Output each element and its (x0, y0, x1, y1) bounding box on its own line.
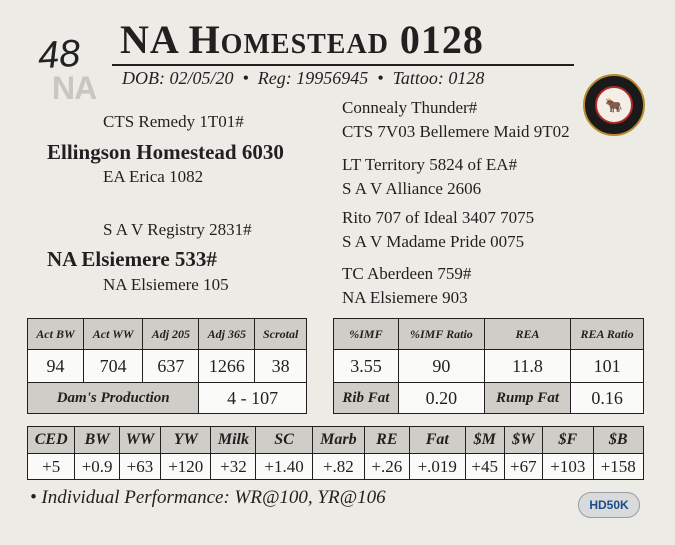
carcass-header: REA Ratio (571, 319, 644, 350)
epd-value: +120 (161, 454, 211, 480)
epd-header: Fat (409, 427, 465, 454)
performance-value: 38 (255, 350, 307, 383)
epd-value: +.019 (409, 454, 465, 480)
rib-fat-value: 0.20 (398, 383, 484, 414)
performance-value: 1266 (199, 350, 255, 383)
pedigree-sire-sire: CTS Remedy 1T01# (103, 112, 244, 131)
pedigree-ancestor: Rito 707 of Ideal 3407 7075 (342, 208, 535, 227)
carcass-header: REA (484, 319, 570, 350)
pedigree-ancestor: S A V Madame Pride 0075 (342, 232, 525, 251)
carcass-table (333, 318, 644, 414)
pedigree-dam-sire: S A V Registry 2831# (103, 220, 252, 239)
rump-fat-value: 0.16 (571, 383, 644, 414)
pedigree-ancestor: NA Elsiemere 903 (342, 288, 468, 307)
epd-value: +5 (28, 454, 75, 480)
performance-header: Scrotal (255, 319, 307, 350)
performance-header: Adj 205 (143, 319, 199, 350)
epd-value: +.82 (312, 454, 364, 480)
performance-value: 637 (143, 350, 199, 383)
epd-value: +0.9 (75, 454, 120, 480)
certified-angus-seal-icon (583, 74, 645, 136)
epd-header: BW (75, 427, 120, 454)
epd-header: Marb (312, 427, 364, 454)
epd-header: $B (593, 427, 644, 454)
performance-header: Act BW (28, 319, 84, 350)
epd-value: +63 (119, 454, 160, 480)
epd-value: +67 (504, 454, 543, 480)
lot-number: 48 (36, 32, 82, 78)
epd-value: +1.40 (256, 454, 312, 480)
epd-value: +.26 (365, 454, 410, 480)
pedigree-sire-dam: EA Erica 1082 (103, 167, 204, 186)
bull-icon: 🐂 (605, 99, 623, 114)
epd-value: +32 (211, 454, 256, 480)
pedigree-dam: NA Elsiemere 533# (47, 247, 217, 271)
pedigree-ancestor: Connealy Thunder# (342, 98, 478, 117)
epd-value: +103 (543, 454, 593, 480)
carcass-value: 11.8 (484, 350, 570, 383)
epd-table (27, 426, 644, 480)
carcass-header: %IMF Ratio (398, 319, 484, 350)
rump-fat-label: Rump Fat (484, 383, 570, 414)
pedigree-ancestor: LT Territory 5824 of EA# (342, 155, 518, 174)
epd-header: WW (119, 427, 160, 454)
pedigree-sire: Ellingson Homestead 6030 (47, 140, 284, 164)
pedigree-ancestor: S A V Alliance 2606 (342, 179, 482, 198)
dams-production-label: Dam's Production (28, 383, 199, 414)
performance-header: Act WW (83, 319, 142, 350)
epd-header: CED (28, 427, 75, 454)
epd-value: +45 (465, 454, 504, 480)
carcass-value: 90 (398, 350, 484, 383)
carcass-value: 101 (571, 350, 644, 383)
hd50k-badge-icon: HD50K (578, 492, 640, 518)
registration-info: DOB: 02/05/20 • Reg: 19956945 • Tattoo: 0128 (122, 68, 485, 88)
rib-fat-label: Rib Fat (334, 383, 399, 414)
epd-header: RE (365, 427, 410, 454)
pedigree-ancestor: TC Aberdeen 759# (342, 264, 472, 283)
dams-production-value: 4 - 107 (199, 383, 307, 414)
animal-name: NA Homestead 0128 (120, 17, 484, 62)
performance-table (27, 318, 307, 414)
performance-value: 704 (83, 350, 142, 383)
epd-header: YW (161, 427, 211, 454)
epd-header: Milk (211, 427, 256, 454)
individual-performance-note: • Individual Performance: WR@100, YR@106 (30, 487, 386, 508)
epd-header: $F (543, 427, 593, 454)
performance-value: 94 (28, 350, 84, 383)
title-divider (112, 64, 574, 66)
epd-value: +158 (593, 454, 644, 480)
epd-header: $M (465, 427, 504, 454)
carcass-value: 3.55 (334, 350, 399, 383)
epd-header: SC (256, 427, 312, 454)
epd-header: $W (504, 427, 543, 454)
pedigree-dam-dam: NA Elsiemere 105 (103, 275, 229, 294)
carcass-header: %IMF (334, 319, 399, 350)
na-badge: NA (52, 70, 97, 106)
performance-header: Adj 365 (199, 319, 255, 350)
pedigree-ancestor: CTS 7V03 Bellemere Maid 9T02 (342, 122, 570, 141)
